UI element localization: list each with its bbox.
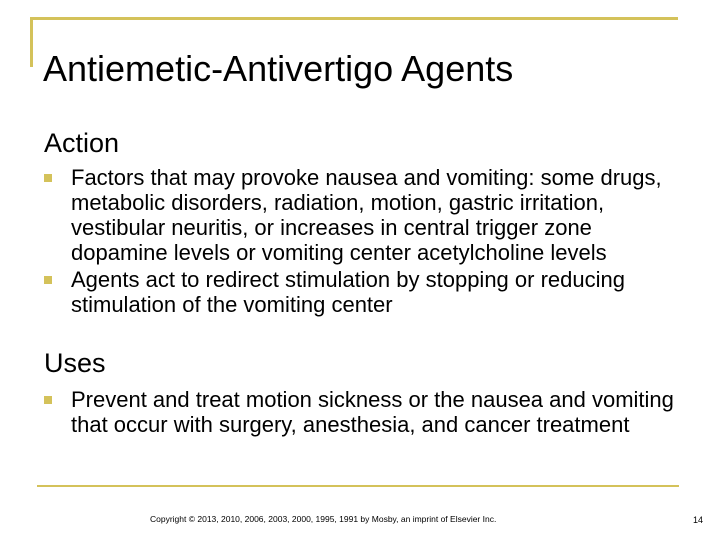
- title-frame-left-rule: [30, 17, 33, 67]
- title-frame-top-rule: [30, 17, 678, 20]
- square-bullet-icon: [44, 174, 52, 182]
- copyright-notice: Copyright © 2013, 2010, 2006, 2003, 2000, 1995, 1991 by Mosby, an imprint of Elsevier Inc.: [150, 514, 497, 524]
- slide-title: Antiemetic-Antivertigo Agents: [43, 48, 514, 89]
- bullet-text: Factors that may provoke nausea and vomiting: some drugs, metabolic disorders, radiation, motion, gastric irritation, vestibular neuritis, or increases in central trigger zone dopamine levels or vomiting center acetylcholine levels: [71, 165, 662, 265]
- uses-bullet-list: [44, 387, 694, 439]
- footer-divider: [37, 485, 679, 487]
- section-heading-uses: Uses: [44, 348, 106, 378]
- list-item: [44, 165, 684, 265]
- list-item: [44, 387, 694, 437]
- action-bullet-list: [44, 165, 684, 319]
- bullet-text: Agents act to redirect stimulation by stopping or reducing stimulation of the vomiting center: [71, 267, 625, 317]
- bullet-text: Prevent and treat motion sickness or the nausea and vomiting that occur with surgery, anesthesia, and cancer treatment: [71, 387, 674, 437]
- page-number: 14: [693, 515, 704, 525]
- square-bullet-icon: [44, 396, 52, 404]
- section-heading-action: Action: [44, 128, 120, 158]
- list-item: [44, 267, 684, 317]
- square-bullet-icon: [44, 276, 52, 284]
